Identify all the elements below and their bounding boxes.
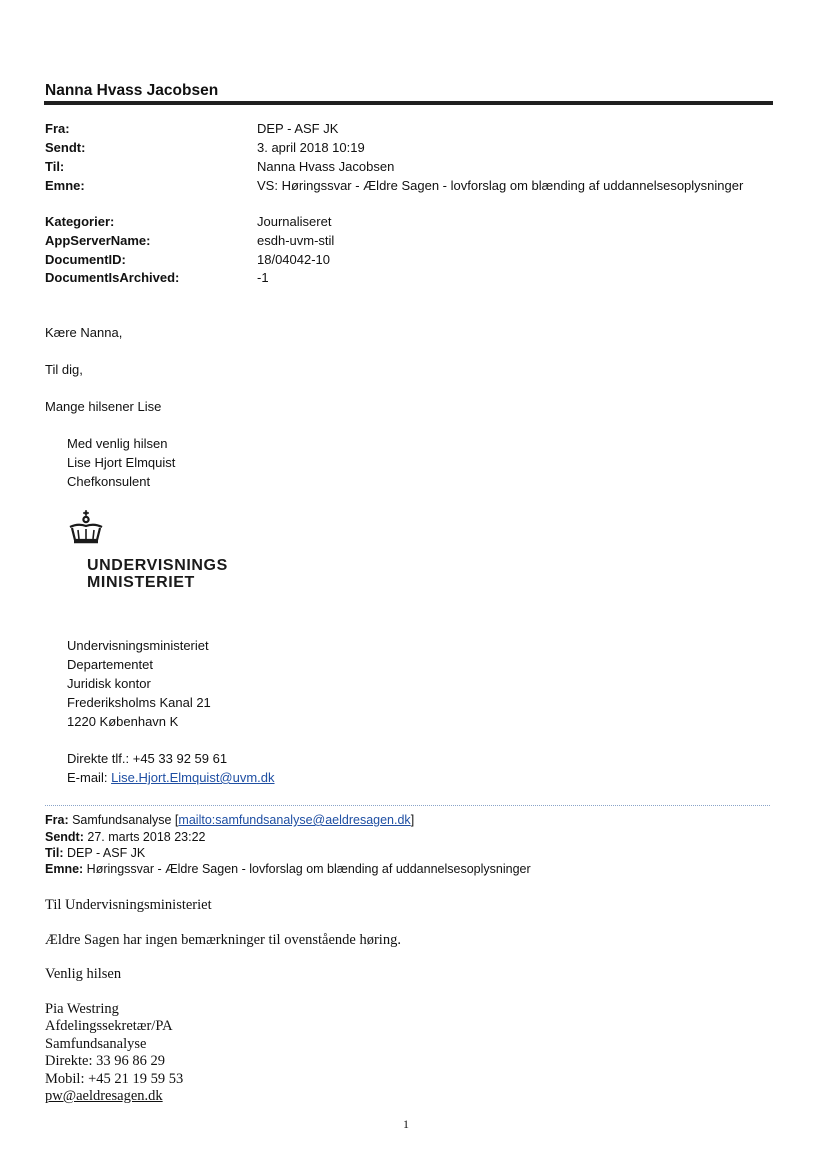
- logo-text-line1: UNDERVISNINGS: [87, 557, 228, 574]
- greeting: Kære Nanna,: [45, 325, 123, 340]
- to-label: Til:: [45, 159, 65, 174]
- forwarded-subject-label: Emne:: [45, 862, 84, 876]
- signature-title: Chefkonsulent: [67, 474, 151, 489]
- forwarded-sent-label: Sendt:: [45, 830, 84, 844]
- page-number: 1: [403, 1117, 409, 1131]
- forwarded-from-value: Samfundsanalyse [: [68, 813, 179, 827]
- signature-name: Lise Hjort Elmquist: [67, 455, 176, 470]
- forwarded-sent: [45, 830, 206, 844]
- forwarded-from-label: Fra:: [45, 813, 69, 827]
- mailbox-owner-name: Nanna Hvass Jacobsen: [45, 82, 219, 99]
- signature-city: 1220 København K: [67, 714, 179, 729]
- signature-office: Juridisk kontor: [67, 676, 151, 691]
- forwarded-from-close: ]: [410, 813, 415, 827]
- sent-value: 3. april 2018 10:19: [257, 140, 365, 155]
- forwarded-to-value: DEP - ASF JK: [63, 846, 146, 860]
- original-body: Ældre Sagen har ingen bemærkninger til ovenstående høring.: [45, 932, 401, 948]
- documentid-label: DocumentID:: [45, 252, 126, 267]
- forwarded-to: [45, 846, 145, 860]
- message-line: Til dig,: [45, 362, 83, 377]
- header-rule: [44, 101, 773, 105]
- forwarded-subject: [45, 862, 531, 876]
- forwarded-from-mailto-link[interactable]: mailto:samfundsanalyse@aeldresagen.dk: [178, 813, 411, 827]
- categories-label: Kategorier:: [45, 214, 115, 229]
- appservername-label: AppServerName:: [45, 233, 151, 248]
- forward-divider: [45, 805, 770, 806]
- sent-label: Sendt:: [45, 140, 86, 155]
- forwarded-sent-value: 27. marts 2018 23:22: [83, 830, 206, 844]
- appservername-value: esdh-uvm-stil: [257, 233, 335, 248]
- from-value: DEP - ASF JK: [257, 121, 339, 136]
- signature-regards: Med venlig hilsen: [67, 436, 168, 451]
- original-regards: Venlig hilsen: [45, 966, 122, 982]
- signature-email-link[interactable]: Lise.Hjort.Elmquist@uvm.dk: [111, 770, 275, 785]
- signature-org: Undervisningsministeriet: [67, 638, 209, 653]
- original-name: Pia Westring: [45, 1001, 119, 1017]
- original-title: Afdelingssekretær/PA: [45, 1018, 173, 1034]
- to-value: Nanna Hvass Jacobsen: [257, 159, 395, 174]
- forwarded-from: [45, 813, 414, 827]
- signature-dept: Departementet: [67, 657, 153, 672]
- signature-email-line: [67, 770, 275, 785]
- original-email-link[interactable]: pw@aeldresagen.dk: [45, 1088, 163, 1104]
- signature-phone: Direkte tlf.: +45 33 92 59 61: [67, 751, 228, 766]
- categories-value: Journaliseret: [257, 214, 332, 229]
- original-dept: Samfundsanalyse: [45, 1036, 147, 1052]
- documentisarchived-value: -1: [257, 270, 269, 285]
- forwarded-subject-value: Høringssvar - Ældre Sagen - lovforslag om blænding af uddannelsesoplysninger: [83, 862, 531, 876]
- signature-email-label: E-mail:: [67, 770, 112, 785]
- original-salutation: Til Undervisningsministeriet: [45, 897, 212, 913]
- documentisarchived-label: DocumentIsArchived:: [45, 270, 180, 285]
- signature-street: Frederiksholms Kanal 21: [67, 695, 211, 710]
- original-mobile: Mobil: +45 21 19 59 53: [45, 1071, 184, 1087]
- forwarded-to-label: Til:: [45, 846, 64, 860]
- from-label: Fra:: [45, 121, 70, 136]
- subject-label: Emne:: [45, 178, 85, 193]
- crown-logo-icon: [66, 509, 106, 549]
- documentid-value: 18/04042-10: [257, 252, 331, 267]
- original-direct: Direkte: 33 96 86 29: [45, 1053, 166, 1069]
- subject-value: VS: Høringssvar - Ældre Sagen - lovforslag om blænding af uddannelsesoplysninger: [257, 178, 744, 193]
- logo-text-line2: MINISTERIET: [87, 574, 195, 591]
- closing: Mange hilsener Lise: [45, 399, 162, 414]
